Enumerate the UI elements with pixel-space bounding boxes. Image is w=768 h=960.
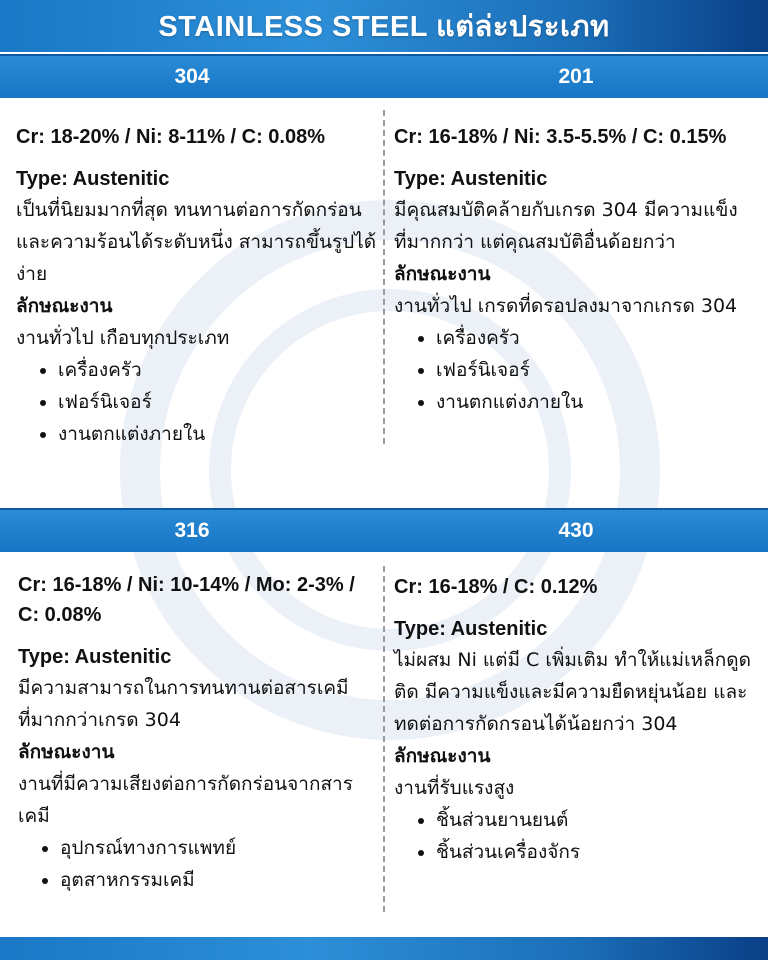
list-item: • ชิ้นส่วนเครื่องจักร: [436, 836, 762, 868]
grade-label-304: 304: [174, 65, 210, 88]
list-item: • เฟอร์นิเจอร์: [58, 386, 380, 418]
grade-card-316: [18, 570, 380, 896]
list-item: • เฟอร์นิเจอร์: [436, 354, 758, 386]
usage-list-304: [16, 354, 380, 450]
title-bar: [0, 0, 768, 52]
page-title: STAINLESS STEEL แต่ล่ะประเภท: [158, 11, 610, 43]
description-430: ไม่ผสม Ni แต่มี C เพิ่มเติม ทำให้แม่เหล็กดูดติด มีความแข็งและมีความยืดหยุ่นน้อย และทดต่อการกัดกรอนได้น้อยกว่า 304: [394, 649, 751, 735]
usage-list-316: [18, 832, 380, 896]
composition-304: Cr: 18-20% / Ni: 8-11% / C: 0.08%: [16, 126, 326, 148]
usage-heading-316: ลักษณะงาน: [18, 741, 115, 763]
grade-card-430: [394, 572, 762, 868]
list-item: • เครื่องครัว: [58, 354, 380, 386]
usage-list-201: [394, 322, 758, 418]
grade-header-bottom: [0, 508, 768, 552]
usage-text-430: งานที่รับแรงสูง: [394, 777, 515, 799]
type-201: Type: Austenitic: [394, 168, 548, 190]
grade-header-top: [0, 54, 768, 98]
usage-text-201: งานทั่วไป เกรดที่ดรอปลงมาจากเกรด 304: [394, 295, 738, 317]
list-item: • งานตกแต่งภายใน: [436, 386, 758, 418]
usage-heading-304: ลักษณะงาน: [16, 295, 113, 317]
usage-list-430: [394, 804, 762, 868]
column-divider-bottom: [383, 566, 385, 912]
composition-201: Cr: 16-18% / Ni: 3.5-5.5% / C: 0.15%: [394, 126, 727, 148]
list-item: • อุปกรณ์ทางการแพทย์: [60, 832, 380, 864]
list-item: • เครื่องครัว: [436, 322, 758, 354]
usage-heading-201: ลักษณะงาน: [394, 263, 491, 285]
composition-316: Cr: 16-18% / Ni: 10-14% / Mo: 2-3% / C: 0.08%: [18, 574, 355, 626]
usage-text-304: งานทั่วไป เกือบทุกประเภท: [16, 327, 230, 349]
usage-text-316: งานที่มีความเสียงต่อการกัดกร่อนจากสารเคมี: [18, 773, 353, 827]
type-316: Type: Austenitic: [18, 646, 172, 668]
composition-430: Cr: 16-18% / C: 0.12%: [394, 576, 598, 598]
grade-card-304: [16, 122, 380, 450]
list-item: • ชิ้นส่วนยานยนต์: [436, 804, 762, 836]
grade-label-430: 430: [558, 519, 594, 542]
description-316: มีความสามารถในการทนทานต่อสารเคมีที่มากกว่าเกรด 304: [18, 677, 349, 731]
grade-label-201: 201: [558, 65, 594, 88]
usage-heading-430: ลักษณะงาน: [394, 745, 491, 767]
list-item: • อุตสาหกรรมเคมี: [60, 864, 380, 896]
column-divider-top: [383, 110, 385, 444]
grade-card-201: [394, 122, 758, 418]
type-430: Type: Austenitic: [394, 618, 548, 640]
list-item: • งานตกแต่งภายใน: [58, 418, 380, 450]
grade-label-316: 316: [174, 519, 210, 542]
description-304: เป็นที่นิยมมากที่สุด ทนทานต่อการกัดกร่อน และความร้อนได้ระดับหนึ่ง สามารถขึ้นรูปได้ง่าย: [16, 199, 377, 285]
footer-bar: [0, 937, 768, 960]
description-201: มีคุณสมบัติคล้ายกับเกรด 304 มีความแข็งที่มากกว่า แต่คุณสมบัติอื่นด้อยกว่า: [394, 199, 738, 253]
type-304: Type: Austenitic: [16, 168, 170, 190]
